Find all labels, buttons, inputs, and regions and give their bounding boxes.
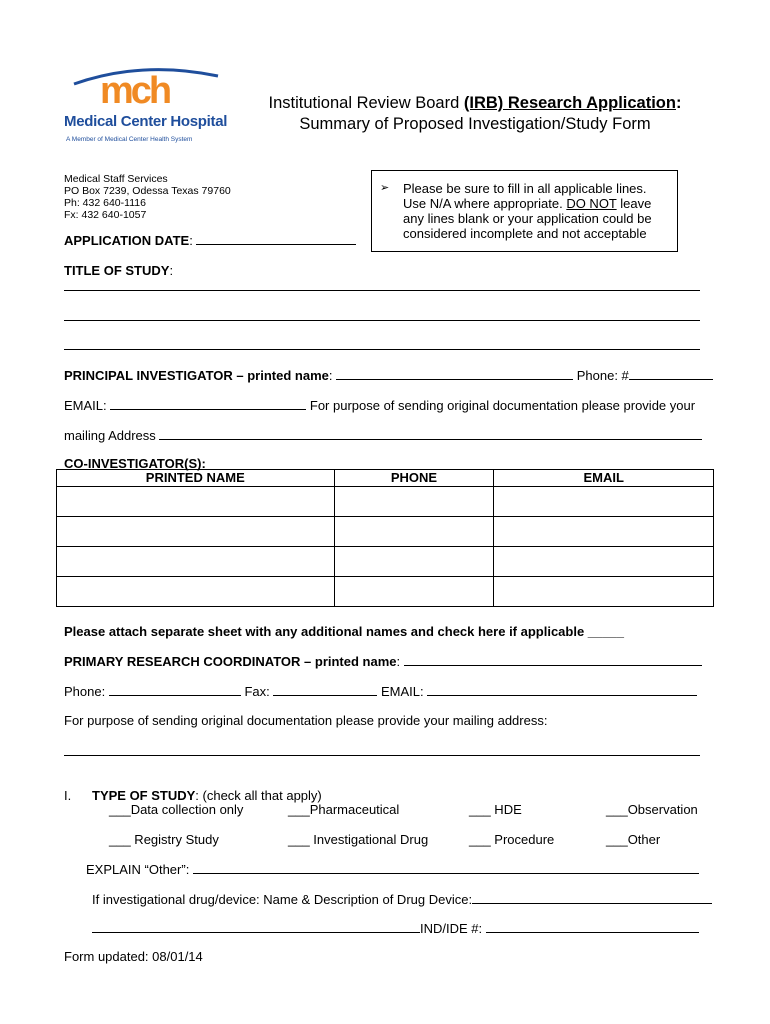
- name-cell[interactable]: [57, 547, 335, 577]
- principal-investigator-row: PRINCIPAL INVESTIGATOR – printed name: Phone: #: [64, 367, 713, 383]
- table-row: [57, 487, 714, 517]
- pi-phone-input[interactable]: [629, 367, 713, 380]
- option-registry-study[interactable]: ___ Registry Study: [109, 832, 219, 847]
- notice-text: Please be sure to fill in all applicable lines. Use N/A where appropriate. DO NOT leave any lines blank or your application could be considered incomplete and not acceptable: [403, 181, 652, 241]
- coordinator-mailing-line[interactable]: [64, 755, 700, 756]
- title-of-study-line-2[interactable]: [64, 320, 700, 321]
- hospital-logo: [64, 64, 228, 148]
- page-title: Institutional Review Board (IRB) Research Application: Summary of Proposed Investigation/Study Form: [240, 93, 710, 135]
- phone-cell[interactable]: [334, 577, 494, 607]
- email-cell[interactable]: [494, 577, 714, 607]
- address-block: Medical Staff Services PO Box 7239, Odessa Texas 79760 Ph: 432 640-1116 Fx: 432 640-1057: [64, 173, 231, 221]
- co-investigators-heading: CO-INVESTIGATOR(S):: [64, 456, 206, 471]
- option-observation[interactable]: ___Observation: [606, 802, 698, 817]
- column-header-email: EMAIL: [494, 470, 714, 487]
- table-row: [57, 517, 714, 547]
- mailing-address-row: mailing Address: [64, 427, 702, 443]
- email-cell[interactable]: [494, 517, 714, 547]
- explain-other-row: EXPLAIN “Other”:: [86, 861, 699, 877]
- explain-other-input[interactable]: [193, 861, 699, 874]
- type-of-study-numeral: I.: [64, 788, 72, 803]
- title-of-study-line-3[interactable]: [64, 349, 700, 350]
- notice-bullet: ➢: [380, 182, 390, 194]
- mailing-address-input[interactable]: [159, 427, 702, 440]
- pi-phone-label: Phone: #: [576, 368, 629, 383]
- option-pharmaceutical[interactable]: ___Pharmaceutical: [288, 802, 400, 817]
- option-hde[interactable]: ___ HDE: [469, 802, 522, 817]
- table-row: [57, 577, 714, 607]
- ind-ide-input[interactable]: [486, 920, 699, 933]
- type-of-study-heading: TYPE OF STUDY: (check all that apply): [92, 788, 322, 803]
- logo-tagline: A Member of Medical Center Health System: [66, 136, 193, 143]
- option-other[interactable]: ___Other: [606, 832, 661, 847]
- phone-cell[interactable]: [334, 517, 494, 547]
- mailing-address-note: For purpose of sending original documentation please provide your mailing address:: [64, 713, 548, 728]
- email-cell[interactable]: [494, 487, 714, 517]
- coordinator-phone-input[interactable]: [109, 683, 241, 696]
- page-subtitle: Summary of Proposed Investigation/Study Form: [299, 115, 651, 133]
- pi-email-input[interactable]: [110, 397, 306, 410]
- name-cell[interactable]: [57, 577, 335, 607]
- drug-device-row: If investigational drug/device: Name & Description of Drug Device:: [92, 891, 712, 907]
- coordinator-contact-row: Phone: Fax: EMAIL:: [64, 683, 697, 699]
- title-bold: (IRB) Research Application: [463, 94, 676, 112]
- title-of-study-label: TITLE OF STUDY:: [64, 263, 174, 278]
- logo-name: Medical Center Hospital: [64, 113, 228, 130]
- coordinator-row: PRIMARY RESEARCH COORDINATOR – printed name:: [64, 653, 702, 669]
- coordinator-name-input[interactable]: [404, 653, 702, 666]
- coordinator-email-input[interactable]: [427, 683, 697, 696]
- title-of-study-line-1[interactable]: [64, 290, 700, 291]
- table-row: [57, 547, 714, 577]
- notice-box: [371, 170, 678, 252]
- drug-device-continued-input[interactable]: [92, 920, 420, 933]
- attach-note[interactable]: Please attach separate sheet with any additional names and check here if applicable _____: [64, 624, 624, 639]
- phone-cell[interactable]: [334, 487, 494, 517]
- application-date-input[interactable]: [196, 232, 356, 245]
- drug-device-input[interactable]: [472, 891, 712, 904]
- co-investigators-table: [56, 469, 714, 607]
- email-row-note: For purpose of sending original documentation please provide your: [309, 398, 696, 413]
- option-procedure[interactable]: ___ Procedure: [469, 832, 555, 847]
- coordinator-fax-input[interactable]: [273, 683, 377, 696]
- column-header-phone: PHONE: [334, 470, 494, 487]
- form-updated-footer: Form updated: 08/01/14: [64, 949, 203, 964]
- name-cell[interactable]: [57, 517, 335, 547]
- email-cell[interactable]: [494, 547, 714, 577]
- phone-cell[interactable]: [334, 547, 494, 577]
- name-cell[interactable]: [57, 487, 335, 517]
- column-header-printed-name: PRINTED NAME: [57, 470, 335, 487]
- email-row: EMAIL: For purpose of sending original documentation please provide your: [64, 398, 696, 413]
- principal-investigator-input[interactable]: [336, 367, 573, 380]
- logo-mark: mch: [100, 70, 170, 112]
- option-investigational-drug[interactable]: ___ Investigational Drug: [288, 832, 429, 847]
- ind-ide-row: IND/IDE #:: [92, 920, 699, 936]
- application-date-field[interactable]: APPLICATION DATE:: [64, 232, 356, 248]
- option-data-collection[interactable]: ___Data collection only: [109, 802, 244, 817]
